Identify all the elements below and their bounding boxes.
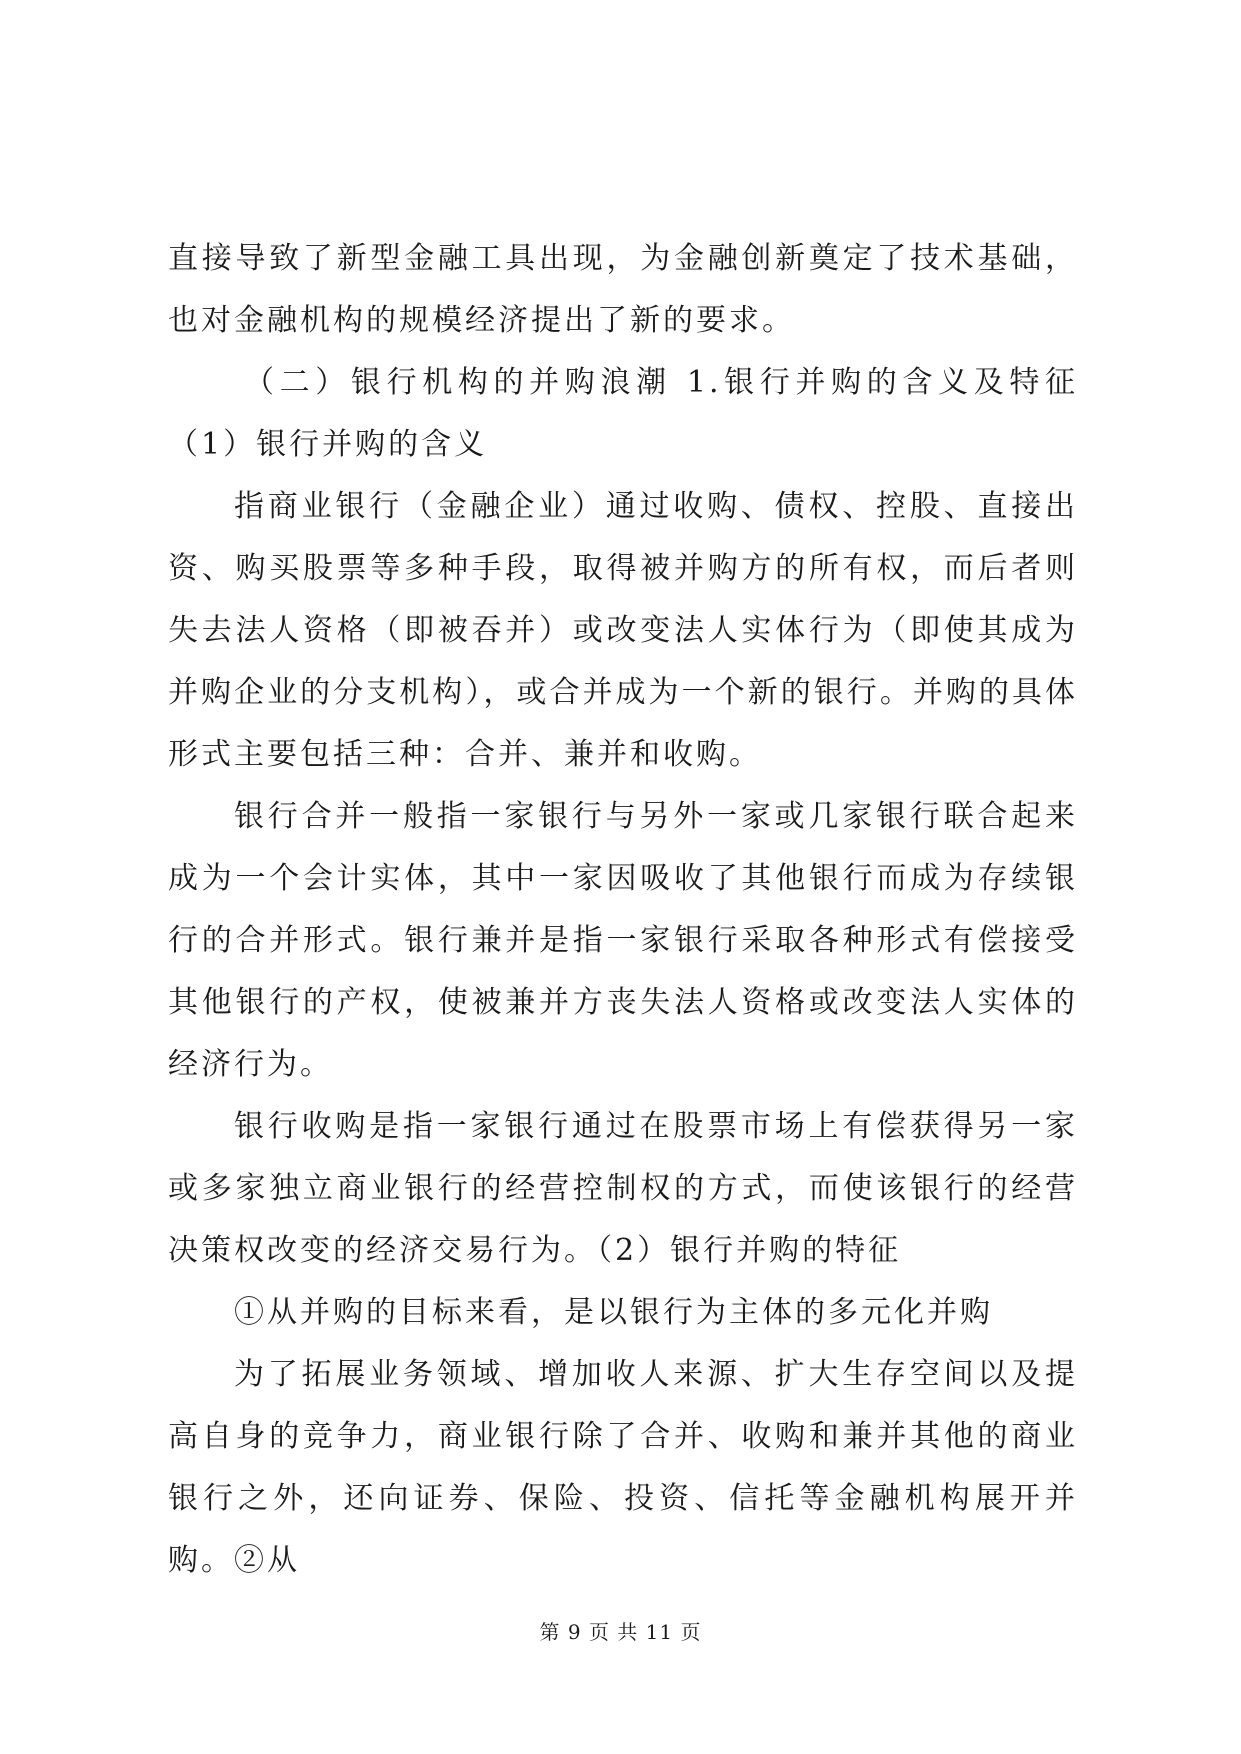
page-footer: 第 9 页 共 11 页 bbox=[539, 1620, 702, 1644]
definition-paragraph: 指商业银行（金融企业）通过收购、债权、控股、直接出资、购买股票等多种手段，取得被并购方的所有权，而后者则失去法人资格（即被吞并）或改变法人实体行为（即使其成为并购企业的分支机构），或合并成为一个新的银行。并购的具体形式主要包括三种：合并、兼并和收购。 bbox=[168, 489, 1078, 772]
document-body bbox=[168, 228, 1078, 1592]
section-heading-paragraph: （二）银行机构的并购浪潮 1.银行并购的含义及特征（1）银行并购的含义 bbox=[168, 365, 1078, 462]
merger-paragraph: 银行合并一般指一家银行与另外一家或几家银行联合起来成为一个会计实体，其中一家因吸收了其他银行而成为存续银行的合并形式。银行兼并是指一家银行采取各种形式有偿接受其他银行的产权，使被兼并方丧失法人资格或改变法人实体的经济行为。 bbox=[168, 799, 1078, 1082]
acquisition-paragraph: 银行收购是指一家银行通过在股票市场上有偿获得另一家或多家独立商业银行的经营控制权的方式，而使该银行的经营决策权改变的经济交易行为。（2）银行并购的特征 bbox=[168, 1109, 1078, 1268]
feature-detail-paragraph: 为了拓展业务领域、增加收人来源、扩大生存空间以及提高自身的竞争力，商业银行除了合并、收购和兼并其他的商业银行之外，还向证券、保险、投资、信托等金融机构展开并购。②从 bbox=[168, 1357, 1078, 1578]
paragraph-continuation: 直接导致了新型金融工具出现，为金融创新奠定了技术基础，也对金融机构的规模经济提出了新的要求。 bbox=[168, 241, 1078, 338]
feature-heading-paragraph: ①从并购的目标来看，是以银行为主体的多元化并购 bbox=[234, 1295, 993, 1330]
